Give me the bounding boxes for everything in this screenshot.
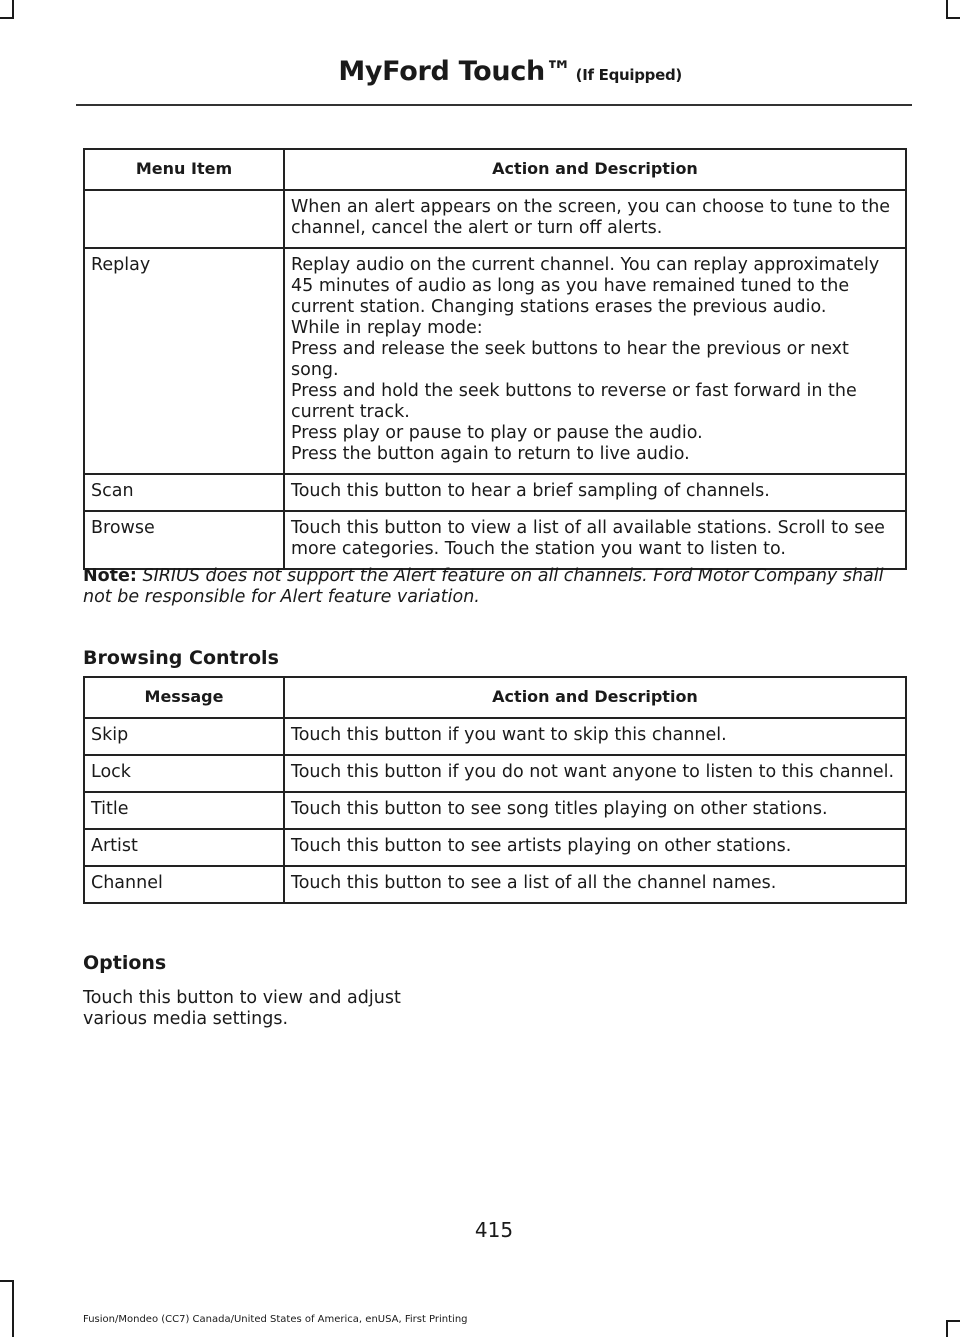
crop-mark xyxy=(12,0,14,18)
note-paragraph xyxy=(83,566,908,608)
description-cell: Touch this button to see song titles playing on other stations. xyxy=(284,792,906,829)
table-row xyxy=(84,511,906,569)
table-row xyxy=(84,792,906,829)
footer-text: Fusion/Mondeo (CC7) Canada/United States of America, enUSA, First Printing xyxy=(83,1314,468,1325)
message-cell: Artist xyxy=(84,829,284,866)
table-row xyxy=(84,829,906,866)
browsing-controls-table xyxy=(83,676,907,904)
table-row xyxy=(84,866,906,903)
column-header-action: Action and Description xyxy=(284,149,906,190)
crop-mark xyxy=(12,1280,14,1337)
column-header-message: Message xyxy=(84,677,284,718)
description-line: Press and release the seek buttons to hear the previous or next song. xyxy=(291,339,849,380)
description-cell xyxy=(284,474,906,511)
table-row xyxy=(84,190,906,248)
column-header-menu-item: Menu Item xyxy=(84,149,284,190)
crop-mark xyxy=(946,1320,948,1337)
table-row xyxy=(84,718,906,755)
note-label: Note: xyxy=(83,566,137,586)
header-subtitle: (If Equipped) xyxy=(575,66,682,84)
menu-item-cell xyxy=(84,190,284,248)
header-divider xyxy=(76,104,912,106)
table-header-row xyxy=(84,149,906,190)
description-line: Touch this button to view a list of all available stations. Scroll to see more categories. Touch the station you want to listen to. xyxy=(291,518,885,559)
note-text: SIRIUS does not support the Alert feature on all channels. Ford Motor Company shall not be responsible for Alert feature variation. xyxy=(83,566,884,607)
crop-mark xyxy=(0,1280,14,1282)
description-line: Press the button again to return to live audio. xyxy=(291,444,690,464)
crop-mark xyxy=(0,17,14,19)
message-cell: Lock xyxy=(84,755,284,792)
crop-mark xyxy=(946,1320,960,1322)
description-cell: Touch this button if you do not want anyone to listen to this channel. xyxy=(284,755,906,792)
description-cell: Touch this button to see artists playing on other stations. xyxy=(284,829,906,866)
description-line: Touch this button to hear a brief sampling of channels. xyxy=(291,481,770,501)
table-row xyxy=(84,474,906,511)
message-cell: Skip xyxy=(84,718,284,755)
section-heading-options: Options xyxy=(83,952,167,974)
description-line: When an alert appears on the screen, you can choose to tune to the channel, cancel the alert or turn off alerts. xyxy=(291,197,891,238)
page-number: 415 xyxy=(474,1218,514,1242)
header-title: MyFord Touch™ xyxy=(338,56,572,87)
description-line: Replay audio on the current channel. You can replay approximately 45 minutes of audio as long as you have remained tuned to the current station. Changing stations erases the previous audio. xyxy=(291,255,880,317)
menu-item-cell: Scan xyxy=(84,474,284,511)
description-line: Press play or pause to play or pause the audio. xyxy=(291,423,703,443)
description-cell xyxy=(284,248,906,474)
message-cell: Channel xyxy=(84,866,284,903)
description-cell: Touch this button if you want to skip this channel. xyxy=(284,718,906,755)
description-cell: Touch this button to see a list of all the channel names. xyxy=(284,866,906,903)
page-header xyxy=(338,56,682,87)
description-cell xyxy=(284,511,906,569)
options-paragraph: Touch this button to view and adjust various media settings. xyxy=(83,988,401,1029)
crop-mark xyxy=(946,0,948,18)
table-row xyxy=(84,755,906,792)
description-line: Press and hold the seek buttons to reverse or fast forward in the current track. xyxy=(291,381,857,422)
description-cell xyxy=(284,190,906,248)
table-header-row xyxy=(84,677,906,718)
description-line: While in replay mode: xyxy=(291,318,483,338)
column-header-action: Action and Description xyxy=(284,677,906,718)
section-heading-browsing-controls: Browsing Controls xyxy=(83,647,279,669)
menu-item-cell: Replay xyxy=(84,248,284,474)
message-cell: Title xyxy=(84,792,284,829)
menu-item-cell: Browse xyxy=(84,511,284,569)
crop-mark xyxy=(946,17,960,19)
menu-item-table xyxy=(83,148,907,570)
table-row xyxy=(84,248,906,474)
